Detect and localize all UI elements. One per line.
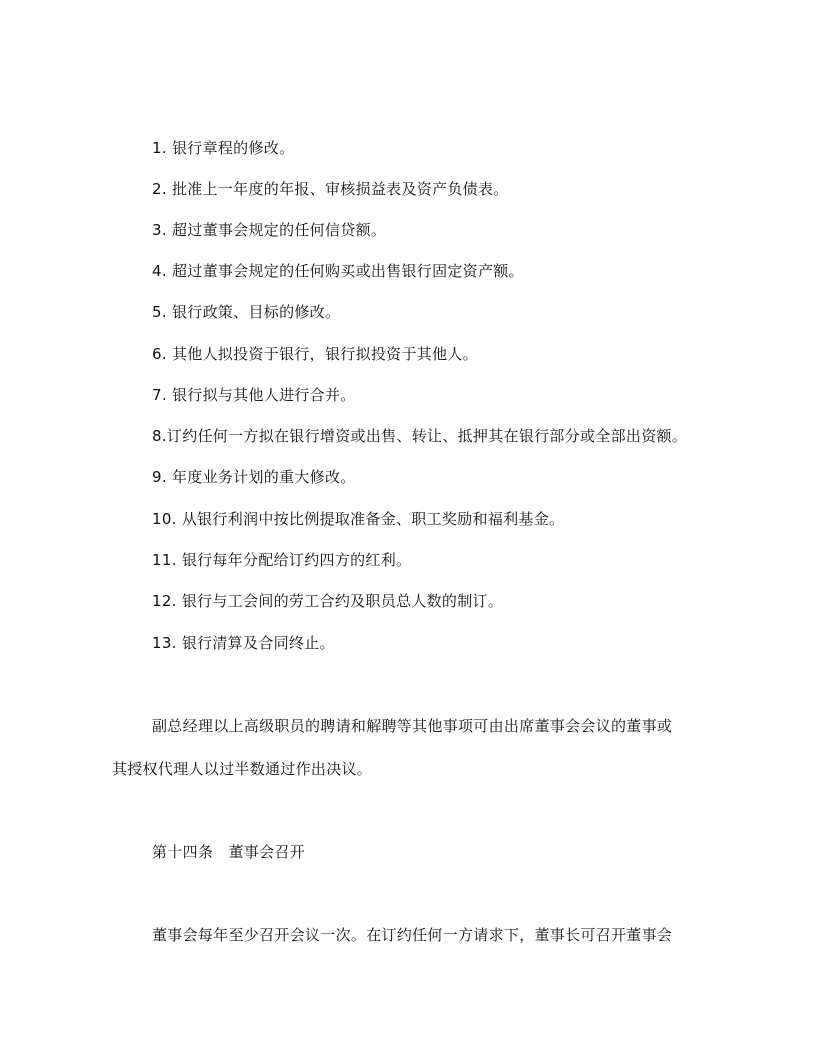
paragraph-line: 其授权代理人以过半数通过作出决议。	[112, 760, 373, 778]
list-item: 13. 银行清算及合同终止。	[152, 634, 335, 652]
list-item: 2. 批准上一年度的年报、审核损益表及资产负债表。	[152, 180, 509, 198]
list-item: 3. 超过董事会规定的任何信贷额。	[152, 221, 387, 239]
list-item: 9. 年度业务计划的重大修改。	[152, 468, 356, 486]
list-item: 5. 银行政策、目标的修改。	[152, 303, 341, 321]
list-item: 12. 银行与工会间的劳工合约及职员总人数的制订。	[152, 592, 504, 610]
list-item: 11. 银行每年分配给订约四方的红利。	[152, 551, 412, 569]
list-item: 4. 超过董事会规定的任何购买或出售银行固定资产额。	[152, 262, 524, 280]
list-item: 1. 银行章程的修改。	[152, 139, 295, 157]
paragraph-line: 董事会每年至少召开会议一次。在订约任何一方请求下，董事长可召开董事会	[152, 926, 673, 944]
article-heading: 第十四条 董事会召开	[152, 843, 306, 861]
paragraph-line: 副总经理以上高级职员的聘请和解聘等其他事项可由出席董事会会议的董事或	[152, 717, 673, 735]
list-item: 10. 从银行利润中按比例提取准备金、职工奖励和福利基金。	[152, 510, 565, 528]
list-item: 8.订约任何一方拟在银行增资或出售、转让、抵押其在银行部分或全部出资额。	[152, 427, 688, 445]
list-item: 7. 银行拟与其他人进行合并。	[152, 386, 356, 404]
list-item: 6. 其他人拟投资于银行，银行拟投资于其他人。	[152, 345, 478, 363]
